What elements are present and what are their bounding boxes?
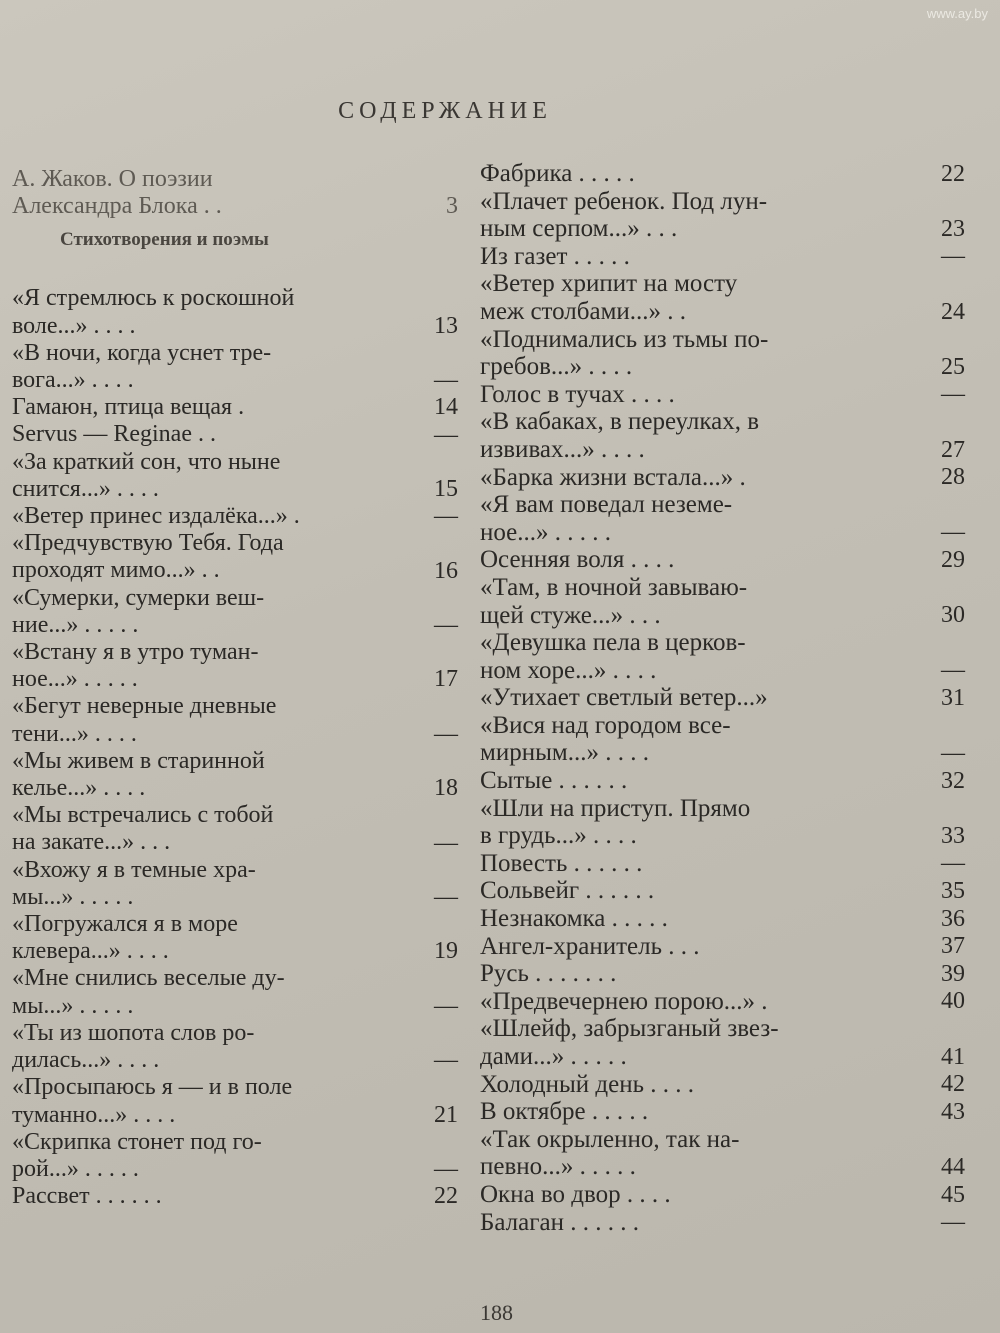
entry-page-number: —: [941, 850, 965, 877]
entry-line: рой...» . . . . .: [12, 1155, 139, 1182]
entry-line: Холодный день . . . .: [480, 1070, 695, 1098]
entry-line: «Так окрыленно, так на-: [480, 1125, 740, 1153]
entry-line: «Скрипка стонет под го-: [12, 1128, 262, 1155]
toc-entry: [12, 449, 472, 503]
toc-entry: [12, 530, 472, 584]
toc-entry: [12, 965, 472, 1019]
entry-line: мы...» . . . . .: [12, 883, 134, 910]
toc-entry: [480, 877, 985, 905]
page-number-footer: 188: [480, 1300, 513, 1325]
toc-entry: [12, 693, 472, 747]
toc-entry: [480, 270, 985, 325]
toc-entry: [12, 748, 472, 802]
toc-entry: [480, 767, 985, 795]
entry-line: на закате...» . . .: [12, 829, 171, 856]
toc-entry: [12, 857, 472, 911]
entry-line: клевера...» . . . .: [12, 938, 169, 965]
toc-entry: [480, 188, 985, 243]
entry-page-number: —: [434, 1047, 458, 1074]
entry-page-number: 23: [941, 215, 965, 242]
entry-page-number: 33: [941, 822, 965, 849]
entry-page-number: —: [434, 367, 458, 394]
entry-page-number: —: [941, 1209, 965, 1236]
toc-entry: [12, 421, 472, 448]
entry-line: ное...» . . . . .: [480, 518, 612, 546]
entry-page-number: 16: [434, 557, 458, 584]
entry-line: «Ветер принес издалёка...» .: [12, 503, 300, 530]
toc-entry: [480, 326, 985, 381]
entry-page-number: 24: [941, 298, 965, 325]
entry-line: тени...» . . . .: [12, 720, 137, 747]
toc-left-column: [12, 166, 472, 1210]
entry-line: «Ты из шопота слов ро-: [12, 1019, 255, 1046]
entry-line: «Вися над городом все-: [480, 711, 731, 739]
entry-line: в грудь...» . . . .: [480, 822, 637, 850]
toc-entry: [480, 464, 985, 492]
toc-entry: [480, 574, 985, 629]
entry-line: «Мы встречались с тобой: [12, 802, 274, 829]
entry-page-number: 35: [941, 878, 965, 905]
toc-entry: [480, 1209, 985, 1237]
toc-entry: [12, 285, 472, 339]
entry-page-number: 21: [434, 1101, 458, 1128]
entry-page-number: 14: [434, 394, 458, 421]
entry-line: мы...» . . . . .: [12, 992, 134, 1019]
entry-page-number: 32: [941, 767, 965, 794]
entry-line: ние...» . . . . .: [12, 611, 139, 638]
toc-entry: [12, 585, 472, 639]
entry-line: ном хоре...» . . . .: [480, 656, 657, 684]
entry-line: «Бегут неверные дневные: [12, 693, 277, 720]
toc-entry: [480, 629, 985, 684]
toc-entry: [480, 491, 985, 546]
entry-page-number: 22: [434, 1183, 458, 1210]
entry-line: туманно...» . . . .: [12, 1101, 176, 1128]
entry-page-number: 25: [941, 353, 965, 380]
toc-entry: [12, 1129, 472, 1183]
entry-page-number: 43: [941, 1098, 965, 1125]
entry-line: В октябре . . . . .: [480, 1098, 649, 1126]
entry-line: «Предвечернею порою...» .: [480, 987, 768, 1015]
toc-entry: [12, 394, 472, 421]
entry-line: Повесть . . . . . .: [480, 849, 643, 877]
entry-page-number: —: [434, 421, 458, 448]
toc-entry: [480, 381, 985, 409]
entry-line: Servus — Reginae . .: [12, 421, 216, 448]
toc-entry: [480, 1181, 985, 1209]
entry-line: ным серпом...» . . .: [480, 215, 678, 243]
entry-line: «Вхожу я в темные хра-: [12, 856, 256, 883]
entry-line: певно...» . . . . .: [480, 1153, 636, 1181]
toc-entry: [12, 503, 472, 530]
entry-line: «Шлейф, забрызганый звез-: [480, 1015, 779, 1043]
toc-entry: [480, 795, 985, 850]
entry-line: дами...» . . . . .: [480, 1043, 627, 1070]
entry-line: гребов...» . . . .: [480, 353, 633, 381]
entry-page-number: 30: [941, 602, 965, 629]
toc-entry: [480, 1098, 985, 1126]
entry-page-number: —: [941, 381, 965, 408]
entry-line: «Утихает светлый ветер...»: [480, 684, 768, 712]
entry-page-number: —: [941, 519, 965, 546]
toc-entry: [12, 166, 472, 220]
entry-page-number: 17: [434, 666, 458, 693]
toc-entry: [480, 905, 985, 933]
entry-page-number: 28: [941, 464, 965, 491]
entry-line: проходят мимо...» . .: [12, 557, 220, 584]
toc-entry: [480, 988, 985, 1016]
entry-line: «Мне снились веселые ду-: [12, 965, 285, 992]
entry-line: Рассвет . . . . . .: [12, 1183, 162, 1210]
entry-line: Гамаюн, птица вещая .: [12, 394, 245, 421]
toc-entry: [480, 1015, 985, 1070]
entry-line: «В кабаках, в переулках, в: [480, 408, 760, 436]
toc-entry: [12, 639, 472, 693]
watermark: www.ay.by: [926, 6, 988, 21]
toc-entry: [12, 1074, 472, 1128]
toc-entry: [480, 1126, 985, 1181]
entry-line: «Поднимались из тьмы по-: [480, 325, 769, 353]
entry-line: Александра Блока . .: [12, 193, 222, 220]
entry-line: «Шли на приступ. Прямо: [480, 794, 751, 822]
toc-entry: [12, 340, 472, 394]
entry-line: «Плачет ребенок. Под лун-: [480, 187, 768, 215]
entry-page-number: —: [434, 1156, 458, 1183]
entry-page-number: 31: [941, 684, 965, 711]
entry-page-number: —: [434, 503, 458, 530]
entry-line: извивах...» . . . .: [480, 435, 645, 463]
toc-entry: [480, 960, 985, 988]
entry-line: «За краткий сон, что ныне: [12, 448, 281, 475]
toc-entry: [12, 1183, 472, 1210]
toc-left-entries: [12, 285, 472, 1210]
entry-line: Балаган . . . . . .: [480, 1208, 639, 1236]
entry-line: Сольвейг . . . . . .: [480, 877, 655, 905]
entry-line: дилась...» . . . .: [12, 1047, 160, 1074]
entry-page-number: 18: [434, 775, 458, 802]
toc-entry: [480, 408, 985, 463]
entry-line: «Я стремлюсь к роскошной: [12, 285, 295, 312]
entry-line: меж столбами...» . .: [480, 297, 687, 325]
entry-page-number: 40: [941, 988, 965, 1015]
entry-page-number: 37: [941, 933, 965, 960]
entry-line: воле...» . . . .: [12, 312, 136, 339]
toc-entry: [480, 160, 985, 188]
entry-line: Окна во двор . . . .: [480, 1180, 671, 1208]
toc-entry: [480, 1071, 985, 1099]
entry-page-number: 36: [941, 905, 965, 932]
entry-page-number: 39: [941, 960, 965, 987]
entry-line: Осенняя воля . . . .: [480, 546, 675, 574]
entry-line: «Встану я в утро туман-: [12, 639, 259, 666]
entry-page-number: 15: [434, 476, 458, 503]
entry-line: «Барка жизни встала...» .: [480, 463, 746, 491]
entry-page-number: 44: [941, 1153, 965, 1180]
entry-page-number: —: [941, 740, 965, 767]
entry-line: «Мы живем в старинной: [12, 747, 265, 774]
entry-line: «Девушка пела в церков-: [480, 629, 746, 657]
entry-line: келье...» . . . .: [12, 775, 146, 802]
entry-line: Ангел-хранитель . . .: [480, 932, 700, 960]
entry-line: «Погружался я в море: [12, 911, 238, 938]
entry-page-number: 42: [941, 1071, 965, 1098]
entry-line: «Просыпаюсь я — и в поле: [12, 1074, 293, 1101]
entry-line: «Там, в ночной завываю-: [480, 573, 748, 601]
entry-page-number: 45: [941, 1181, 965, 1208]
entry-line: Голос в тучах . . . .: [480, 380, 675, 408]
entry-line: «Ветер хрипит на мосту: [480, 270, 738, 298]
entry-page-number: —: [434, 884, 458, 911]
entry-line: мирным...» . . . .: [480, 739, 649, 767]
toc-entry: [12, 1020, 472, 1074]
entry-page-number: 27: [941, 436, 965, 463]
entry-page-number: —: [434, 829, 458, 856]
toc-entry: [480, 684, 985, 712]
entry-page-number: —: [434, 612, 458, 639]
section-title: Стихотворения и поэмы: [60, 229, 269, 251]
toc-entry: [12, 911, 472, 965]
entry-line: Сытые . . . . . .: [480, 767, 628, 795]
entry-line: Незнакомка . . . . .: [480, 905, 668, 933]
entry-page-number: 29: [941, 546, 965, 573]
entry-page-number: —: [941, 657, 965, 684]
page-title: СОДЕРЖАНИЕ: [338, 98, 552, 124]
entry-page-number: —: [434, 720, 458, 747]
entry-line: Фабрика . . . . .: [480, 160, 635, 187]
toc-right-entries: [480, 160, 985, 1236]
entry-line: А. Жаков. О поэзии: [12, 166, 213, 192]
entry-line: Русь . . . . . . .: [480, 960, 617, 988]
entry-page-number: —: [941, 243, 965, 270]
entry-page-number: 19: [434, 938, 458, 965]
entry-line: «Я вам поведал неземе-: [480, 491, 733, 519]
entry-page-number: —: [434, 992, 458, 1019]
entry-line: «Сумерки, сумерки веш-: [12, 584, 265, 611]
entry-line: «Предчувствую Тебя. Года: [12, 530, 284, 557]
toc-entry: [480, 712, 985, 767]
entry-page-number: 13: [434, 312, 458, 339]
entry-line: «В ночи, когда уснет тре-: [12, 339, 272, 366]
entry-page-number: 22: [941, 160, 965, 187]
entry-line: вога...» . . . .: [12, 367, 134, 394]
entry-line: ное...» . . . . .: [12, 666, 138, 693]
entry-line: щей стуже...» . . .: [480, 601, 661, 629]
toc-right-column: [480, 160, 985, 1236]
toc-entry: [12, 802, 472, 856]
entry-page-number: 3: [446, 193, 458, 220]
toc-entry: [480, 243, 985, 271]
entry-page-number: 41: [941, 1043, 965, 1070]
toc-entry: [480, 850, 985, 878]
toc-entry: [480, 546, 985, 574]
entry-line: снится...» . . . .: [12, 475, 159, 502]
entry-line: Из газет . . . . .: [480, 242, 630, 270]
toc-entry: [480, 933, 985, 961]
